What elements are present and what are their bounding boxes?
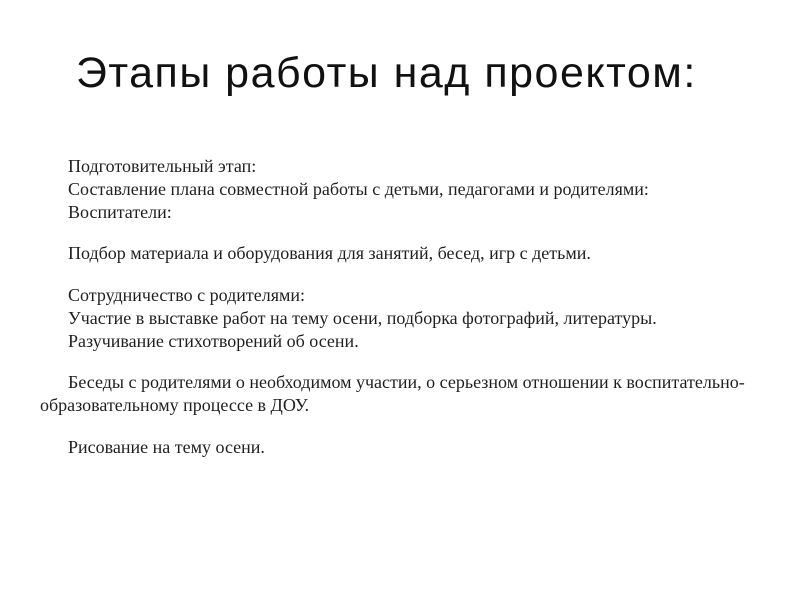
paragraph-educators: Воспитатели: [68, 202, 172, 222]
paragraph-poems: Разучивание стихотворений об осени. [68, 331, 359, 351]
paragraph-drawing: Рисование на тему осени. [68, 437, 265, 457]
paragraph-plan: Составление плана совместной работы с детьми, педагогами и родителями: [68, 179, 649, 199]
paragraph-exhibition: Участие в выставке работ на тему осени, подборка фотографий, литературы. [68, 308, 657, 328]
paragraph-materials: Подбор материала и оборудования для занятий, бесед, игр с детьми. [68, 243, 591, 263]
slide-body [40, 155, 760, 459]
slide-title: Этапы работы над проектом: [76, 49, 697, 97]
paragraph-parent-talks: Беседы с родителями о необходимом участии, о серьезном отношении к воспитательно-образовательному процессе в ДОУ. [40, 372, 745, 415]
paragraph-preparatory-stage: Подготовительный этап: [68, 156, 257, 176]
paragraph-parents-cooperation: Сотрудничество с родителями: [68, 285, 306, 305]
